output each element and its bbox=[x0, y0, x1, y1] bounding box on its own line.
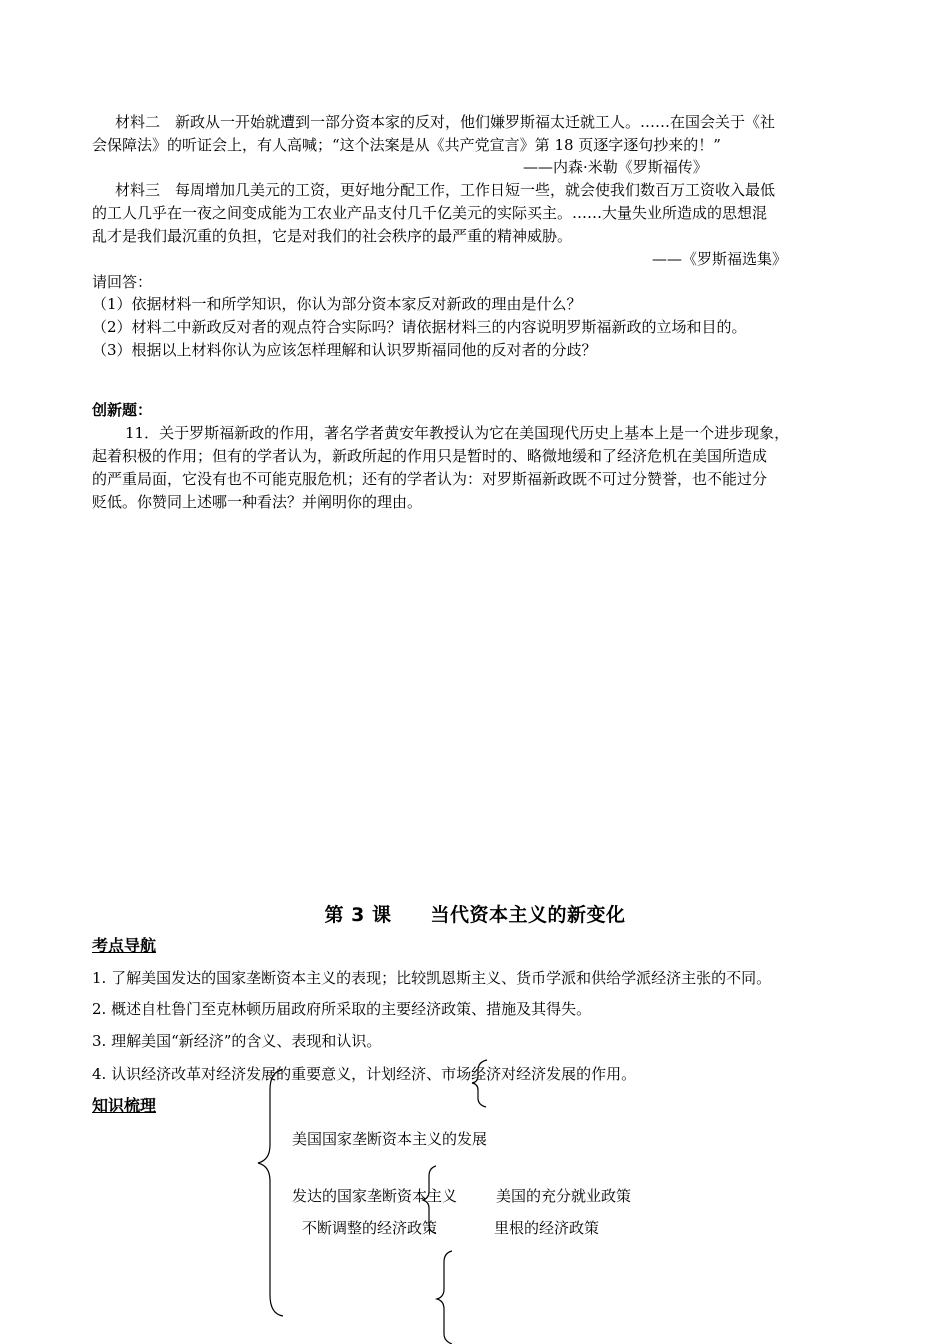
material3-line2: 的工人几乎在一夜之间变成能为工农业产品支付几千亿美元的实际买主。……大量失业所造成的思想混 bbox=[92, 204, 768, 222]
innovation-line3: 的严重局面，它没有也不可能克服危机；还有的学者认为：对罗斯福新政既不可过分赞誉，也不能过分 bbox=[92, 470, 768, 488]
guide-item-1: 1. 了解美国发达的国家垄断资本主义的表现；比较凯恩斯主义、货币学派和供给学派经济主张的不同。 bbox=[92, 969, 772, 987]
main-brace bbox=[258, 1070, 283, 1316]
guide-item-4: 4. 认识经济改革对经济发展的重要意义，计划经济、市场经济对经济发展的作用。 bbox=[92, 1065, 637, 1083]
question-1: （1）依据材料一和所学知识，你认为部分资本家反对新政的理由是什么？ bbox=[92, 295, 582, 313]
question-3: （3）根据以上材料你认为应该怎样理解和认识罗斯福同他的反对者的分歧？ bbox=[92, 341, 597, 359]
question-2: （2）材料二中新政反对者的观点符合实际吗？请依据材料三的内容说明罗斯福新政的立场和目的。 bbox=[92, 318, 747, 336]
outline-node-2: 发达的国家垄断资本主义 bbox=[292, 1187, 458, 1205]
material2-line1: 材料二 新政从一开始就遭到一部分资本家的反对，他们嫌罗斯福太迁就工人。……在国会关于《社 bbox=[115, 113, 776, 131]
middle-brace bbox=[423, 1166, 436, 1233]
outline-node-1: 美国国家垄断资本主义的发展 bbox=[292, 1130, 488, 1148]
innovation-line2: 起着积极的作用；但有的学者认为，新政所起的作用只是暂时的、略微地缓和了经济危机在美国所造成 bbox=[92, 447, 768, 465]
innovation-heading: 创新题： bbox=[92, 401, 153, 419]
lesson-title: 第 3 课 当代资本主义的新变化 bbox=[324, 904, 626, 926]
small-brace bbox=[472, 1060, 487, 1107]
outline-node-4: 不断调整的经济政策 bbox=[302, 1219, 438, 1237]
outline-node-3: 美国的充分就业政策 bbox=[496, 1187, 632, 1205]
outline-node-5: 里根的经济政策 bbox=[494, 1219, 600, 1237]
material3-source: ——《罗斯福选集》 bbox=[652, 250, 788, 268]
innovation-line1: 11．关于罗斯福新政的作用，著名学者黄安年教授认为它在美国现代历史上基本上是一个进步现象， bbox=[125, 424, 790, 442]
material2-line2: 会保障法》的听证会上，有人高喊；“这个法案是从《共产党宣言》第 18 页逐字逐句抄来的！” bbox=[92, 136, 721, 154]
questions-prompt: 请回答： bbox=[92, 273, 153, 291]
lower-brace bbox=[437, 1251, 452, 1344]
guide-heading: 考点导航 bbox=[92, 936, 157, 955]
material3-line3: 乱才是我们最沉重的负担，它是对我们的社会秩序的最严重的精神威胁。 bbox=[92, 227, 573, 245]
material3-line1: 材料三 每周增加几美元的工资，更好地分配工作，工作日短一些，就会使我们数百万工资收入最低 bbox=[115, 181, 776, 199]
guide-item-3: 3. 理解美国“新经济”的含义、表现和认识。 bbox=[92, 1032, 382, 1050]
guide-item-2: 2. 概述自杜鲁门至克林顿历届政府所采取的主要经济政策、措施及其得失。 bbox=[92, 1000, 592, 1018]
material2-source: ——内森·米勒《罗斯福传》 bbox=[523, 158, 708, 176]
innovation-line4: 贬低。你赞同上述哪一种看法？并阐明你的理由。 bbox=[92, 493, 423, 511]
outline-heading: 知识梳理 bbox=[92, 1096, 157, 1115]
